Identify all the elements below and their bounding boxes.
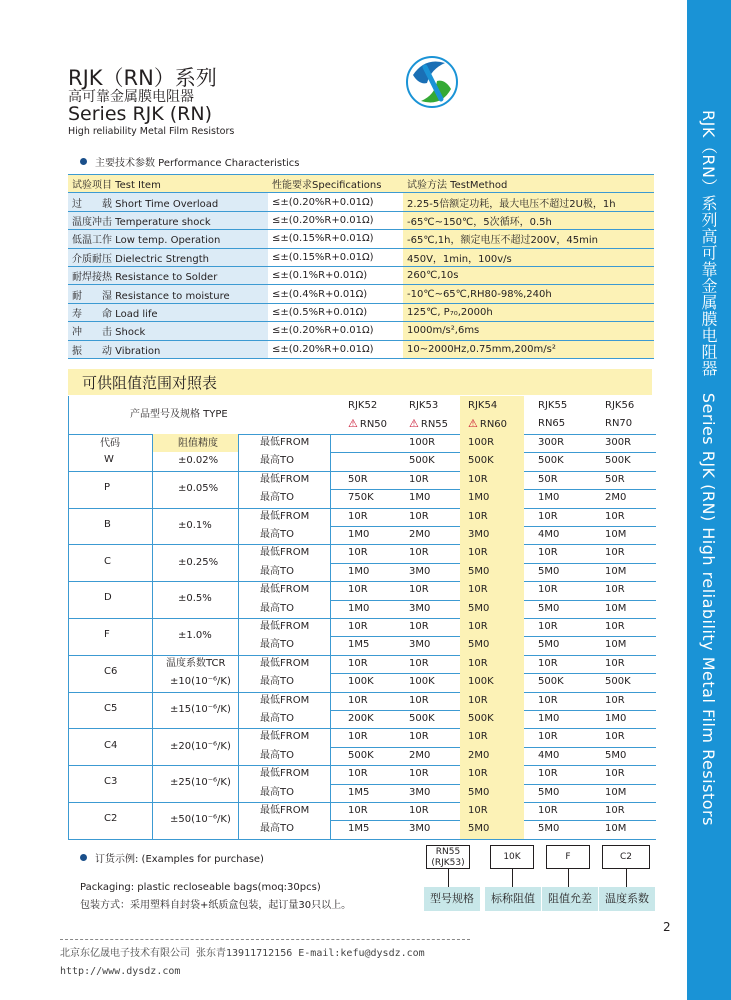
range-value: 10M bbox=[605, 823, 627, 835]
range-value: 10R bbox=[409, 694, 429, 706]
range-value: 10M bbox=[605, 565, 627, 577]
range-value: 10R bbox=[538, 805, 558, 816]
model-rn: RN50 bbox=[359, 419, 388, 430]
range-value: 50R bbox=[538, 473, 558, 485]
range-value: 5M0 bbox=[538, 786, 560, 798]
model-rn-cell bbox=[538, 415, 596, 433]
range-value: 10M bbox=[605, 602, 627, 614]
spec: ≤±(0.15%R+0.01Ω) bbox=[268, 230, 403, 248]
order-title: 订货示例: (Examples for purchase) bbox=[80, 850, 264, 865]
range-value: 5M0 bbox=[538, 565, 560, 577]
range-value: 2M0 bbox=[409, 749, 431, 761]
table-row bbox=[68, 303, 654, 321]
range-value: 5M0 bbox=[538, 823, 560, 835]
company-logo bbox=[405, 55, 459, 109]
range-value: 750K bbox=[348, 492, 374, 504]
table-row bbox=[68, 230, 654, 248]
method: 450V，1min，100v/s bbox=[403, 248, 654, 266]
spec: ≤±(0.5%R+0.01Ω) bbox=[268, 303, 403, 321]
range-value: 5M0 bbox=[468, 565, 490, 577]
model-rn-cell bbox=[468, 415, 526, 433]
arrow-line bbox=[512, 869, 513, 887]
range-title: 可供阻值范围对照表 bbox=[82, 374, 218, 392]
table-row bbox=[68, 211, 654, 229]
range-value: 10R bbox=[409, 547, 429, 559]
range-value: 3M0 bbox=[409, 639, 431, 651]
arrow-line bbox=[448, 869, 449, 887]
from-label: 最低FROM bbox=[260, 731, 310, 743]
range-value: 4M0 bbox=[538, 749, 560, 761]
from-label: 最低FROM bbox=[260, 510, 310, 522]
range-value: 10R bbox=[538, 621, 558, 632]
range-value: 1M5 bbox=[348, 639, 370, 651]
range-value: 10R bbox=[468, 694, 488, 706]
tcr-label: 温度系数TCR bbox=[166, 657, 226, 669]
to-label: 最高TO bbox=[260, 602, 294, 614]
from-label: 最低FROM bbox=[260, 657, 310, 669]
code-label: 代码 bbox=[100, 438, 120, 449]
range-value: 3M0 bbox=[409, 786, 431, 798]
range-value: 10R bbox=[605, 731, 625, 743]
range-value: 10R bbox=[605, 584, 625, 596]
range-tol: ±25(10⁻⁶/K) bbox=[170, 777, 231, 789]
range-value: 10R bbox=[605, 657, 625, 669]
range-code: C5 bbox=[104, 702, 118, 714]
col-divider bbox=[238, 434, 239, 840]
header-cell: 性能要求Specifications bbox=[268, 175, 403, 193]
bullet-icon bbox=[80, 158, 87, 165]
range-table bbox=[68, 396, 656, 840]
range-value: 2M0 bbox=[468, 749, 490, 761]
range-value: 200K bbox=[348, 713, 374, 724]
spec: ≤±(0.4%R+0.01Ω) bbox=[268, 285, 403, 303]
range-value: 500K bbox=[468, 455, 494, 467]
range-value: 10R bbox=[605, 805, 625, 816]
range-value: 500K bbox=[409, 713, 435, 724]
test-item: 冲 击 Shock bbox=[68, 322, 268, 340]
range-value: 10R bbox=[538, 657, 558, 669]
page-title-en: Series RJK (RN) bbox=[68, 103, 213, 125]
range-value: 4M0 bbox=[538, 529, 560, 540]
warning-icon: ⚠ bbox=[409, 417, 419, 430]
range-value: 3M0 bbox=[409, 565, 431, 577]
range-value: 10R bbox=[409, 805, 429, 816]
col-divider bbox=[152, 434, 153, 840]
range-value: 1M0 bbox=[468, 492, 490, 504]
range-value: 1M5 bbox=[348, 823, 370, 835]
tol-label: 阻值精度 bbox=[178, 438, 218, 449]
method: 2.25-5倍额定功耗，最大电压不超过2U极，1h bbox=[403, 193, 654, 211]
range-tol: ±10(10⁻⁶/K) bbox=[170, 676, 231, 688]
range-value: 3M0 bbox=[409, 823, 431, 835]
table-row bbox=[68, 193, 654, 211]
range-value: 50R bbox=[605, 473, 625, 485]
from-label: 最低FROM bbox=[260, 437, 310, 448]
spec: ≤±(0.20%R+0.01Ω) bbox=[268, 193, 403, 211]
range-value: 10R bbox=[348, 694, 368, 706]
range-value: 10R bbox=[348, 510, 368, 522]
range-tol: ±0.1% bbox=[178, 519, 212, 531]
range-value: 10R bbox=[605, 547, 625, 559]
header-cell: 试验方法 TestMethod bbox=[403, 175, 654, 193]
range-value: 3M0 bbox=[409, 602, 431, 614]
range-value: 2M0 bbox=[409, 529, 431, 540]
to-label: 最高TO bbox=[260, 565, 294, 577]
test-item: 过 载 Short Time Overload bbox=[68, 193, 268, 211]
range-value: 100R bbox=[409, 437, 436, 448]
range-value: 1M0 bbox=[409, 492, 431, 504]
packaging-zh: 包装方式：采用塑料自封袋+纸质盒包装，起订量30只以上。 bbox=[80, 900, 352, 911]
range-tol: ±20(10⁻⁶/K) bbox=[170, 740, 231, 752]
range-value: 10R bbox=[409, 768, 429, 780]
table-row bbox=[68, 340, 654, 358]
model-rjk: RJK52 bbox=[348, 400, 378, 411]
range-code: C2 bbox=[104, 813, 118, 825]
method: -10℃~65℃,RH80-98%,240h bbox=[403, 285, 654, 303]
model-rjk: RJK53 bbox=[409, 400, 439, 411]
range-tol: ±1.0% bbox=[178, 630, 212, 642]
packaging-en: Packaging: plastic recloseable bags(moq:30pcs) bbox=[80, 882, 321, 893]
model-rjk: RJK55 bbox=[538, 400, 568, 411]
range-value: 100R bbox=[468, 437, 495, 448]
method: 125℃, P₇₀,2000h bbox=[403, 303, 654, 321]
range-value: 10R bbox=[348, 547, 368, 559]
from-label: 最低FROM bbox=[260, 584, 310, 596]
range-value: 10M bbox=[605, 529, 627, 540]
order-model-rn: RN55 bbox=[435, 847, 461, 857]
range-code: F bbox=[104, 629, 110, 641]
range-code: B bbox=[104, 518, 111, 530]
range-value: 300R bbox=[605, 437, 632, 448]
range-value: 10R bbox=[468, 657, 488, 669]
range-value: 500K bbox=[538, 455, 564, 467]
table-row bbox=[68, 322, 654, 340]
range-value: 10R bbox=[348, 731, 368, 743]
header-cell: 试验项目 Test Item bbox=[68, 175, 268, 193]
label-model: 型号规格 bbox=[424, 887, 480, 911]
test-item: 介质耐压 Dielectric Strength bbox=[68, 248, 268, 266]
sidebar-title: RJK（RN）系列高可靠金属膜电阻器 Series RJK (RN) High reliability Metal Film Resistors bbox=[699, 110, 718, 826]
test-item: 耐 湿 Resistance to moisture bbox=[68, 285, 268, 303]
range-value: 10R bbox=[468, 621, 488, 632]
range-value: 5M0 bbox=[468, 602, 490, 614]
to-label: 最高TO bbox=[260, 713, 294, 724]
model-rn-cell bbox=[348, 415, 406, 433]
range-value: 5M0 bbox=[468, 823, 490, 835]
range-tol: ±0.02% bbox=[178, 455, 219, 467]
footer-url[interactable]: http://www.dysdz.com bbox=[60, 966, 181, 977]
order-box-model bbox=[426, 845, 470, 869]
label-tolerance: 阻值允差 bbox=[542, 887, 598, 911]
range-tol: ±0.5% bbox=[178, 593, 212, 605]
range-value: 1M0 bbox=[538, 492, 560, 504]
range-code: C4 bbox=[104, 739, 118, 751]
spec: ≤±(0.20%R+0.01Ω) bbox=[268, 340, 403, 358]
arrow-line bbox=[626, 869, 627, 887]
range-value: 1M0 bbox=[348, 529, 370, 540]
model-rn-cell bbox=[605, 415, 663, 433]
page-number: 2 bbox=[663, 920, 671, 934]
method: 1000m/s²,6ms bbox=[403, 322, 654, 340]
to-label: 最高TO bbox=[260, 786, 294, 798]
table-row bbox=[68, 266, 654, 284]
method: -65℃~150℃，5次循环，0.5h bbox=[403, 211, 654, 229]
performance-title: 主要技术参数 Performance Characteristics bbox=[80, 154, 300, 169]
range-value: 1M0 bbox=[348, 602, 370, 614]
spec: ≤±(0.20%R+0.01Ω) bbox=[268, 322, 403, 340]
range-value: 10R bbox=[468, 547, 488, 559]
range-value: 10R bbox=[348, 621, 368, 632]
to-label: 最高TO bbox=[260, 676, 294, 688]
page-subtitle-zh: 高可靠金属膜电阻器 bbox=[68, 89, 194, 105]
type-label: 产品型号及规格 TYPE bbox=[130, 409, 228, 420]
order-model-rjk: (RJK53) bbox=[431, 858, 465, 868]
range-value: 10R bbox=[409, 731, 429, 743]
range-value: 500K bbox=[538, 676, 564, 688]
range-value: 100K bbox=[468, 676, 494, 688]
method: 260℃,10s bbox=[403, 266, 654, 284]
range-value: 1M0 bbox=[538, 713, 560, 724]
range-value: 10R bbox=[409, 621, 429, 632]
model-rn: RN55 bbox=[420, 419, 449, 430]
range-value: 500K bbox=[348, 749, 374, 761]
model-rjk: RJK54 bbox=[468, 400, 498, 411]
range-value: 10R bbox=[348, 584, 368, 596]
range-value: 500K bbox=[605, 676, 631, 688]
to-label: 最高TO bbox=[260, 749, 294, 761]
warning-icon: ⚠ bbox=[468, 417, 478, 430]
range-value: 2M0 bbox=[605, 492, 627, 504]
warning-icon: ⚠ bbox=[348, 417, 358, 430]
range-value: 10R bbox=[538, 731, 558, 743]
range-value: 10R bbox=[605, 510, 625, 522]
range-value: 5M0 bbox=[605, 749, 627, 761]
range-value: 10R bbox=[348, 657, 368, 669]
arrow-line bbox=[568, 869, 569, 887]
test-item: 温度冲击 Temperature shock bbox=[68, 211, 268, 229]
from-label: 最低FROM bbox=[260, 805, 310, 816]
model-rn: RN65 bbox=[538, 418, 566, 429]
range-value: 10R bbox=[468, 584, 488, 596]
range-value: 10R bbox=[348, 768, 368, 780]
range-value: 1M0 bbox=[348, 565, 370, 577]
model-rn-cell bbox=[409, 415, 467, 433]
range-value: 10R bbox=[409, 473, 429, 485]
label-resistance: 标称阻值 bbox=[485, 887, 541, 911]
range-value: 500K bbox=[468, 713, 494, 724]
range-value: 10R bbox=[538, 768, 558, 780]
range-value: 10M bbox=[605, 639, 627, 651]
to-label: 最高TO bbox=[260, 529, 294, 540]
page-title-zh: RJK（RN）系列 bbox=[68, 66, 217, 90]
model-rn: RN70 bbox=[605, 418, 633, 429]
order-box-resistance: 10K bbox=[490, 845, 534, 869]
order-box-tcr: C2 bbox=[602, 845, 650, 869]
bullet-icon bbox=[80, 854, 87, 861]
from-label: 最低FROM bbox=[260, 547, 310, 559]
range-tol: ±0.25% bbox=[178, 556, 219, 568]
range-value: 10R bbox=[468, 473, 488, 485]
from-label: 最低FROM bbox=[260, 768, 310, 780]
range-value: 100K bbox=[348, 676, 374, 688]
range-value: 10R bbox=[348, 805, 368, 816]
method: -65℃,1h，额定电压不超过200V，45min bbox=[403, 230, 654, 248]
range-value: 300R bbox=[538, 437, 565, 448]
range-value: 50R bbox=[348, 473, 368, 485]
from-label: 最低FROM bbox=[260, 621, 310, 632]
table-row bbox=[68, 248, 654, 266]
table-row bbox=[68, 285, 654, 303]
range-code: P bbox=[104, 482, 111, 493]
range-value: 10R bbox=[468, 805, 488, 816]
range-value: 10R bbox=[538, 547, 558, 559]
range-code: D bbox=[104, 592, 112, 604]
range-value: 10R bbox=[605, 768, 625, 780]
order-box-tolerance: F bbox=[546, 845, 590, 869]
range-value: 10R bbox=[468, 510, 488, 522]
range-value: 10R bbox=[409, 657, 429, 669]
page-subtitle-en: High reliability Metal Film Resistors bbox=[68, 126, 235, 137]
from-label: 最低FROM bbox=[260, 473, 310, 485]
range-value: 5M0 bbox=[468, 639, 490, 651]
to-label: 最高TO bbox=[260, 492, 294, 504]
range-tol: ±50(10⁻⁶/K) bbox=[170, 814, 231, 826]
sidebar-band bbox=[687, 0, 731, 1000]
range-value: 10R bbox=[605, 621, 625, 632]
range-value: 10R bbox=[468, 731, 488, 743]
range-value: 5M0 bbox=[538, 639, 560, 651]
to-label: 最高TO bbox=[260, 639, 294, 651]
test-item: 耐焊接热 Resistance to Solder bbox=[68, 266, 268, 284]
footer-divider bbox=[60, 939, 470, 940]
range-value: 10M bbox=[605, 786, 627, 798]
range-code: C3 bbox=[104, 776, 118, 788]
range-value: 100K bbox=[409, 676, 435, 688]
range-value: 10R bbox=[538, 694, 558, 706]
range-value: 10R bbox=[468, 768, 488, 780]
range-value: 3M0 bbox=[468, 529, 490, 540]
range-value: 10R bbox=[605, 694, 625, 706]
table-header-row bbox=[68, 175, 654, 193]
performance-table bbox=[68, 174, 654, 359]
test-item: 寿 命 Load life bbox=[68, 303, 268, 321]
label-tcr: 温度系数 bbox=[599, 887, 655, 911]
footer-company: 北京东亿晟电子技术有限公司 张东青13911712156 E-mail:kefu@dysdz.com bbox=[60, 948, 425, 959]
range-value: 1M5 bbox=[348, 786, 370, 798]
test-item: 振 动 Vibration bbox=[68, 340, 268, 358]
range-code: C bbox=[104, 555, 111, 567]
model-rjk: RJK56 bbox=[605, 400, 635, 411]
range-value: 10R bbox=[409, 510, 429, 522]
range-value: 1M0 bbox=[605, 713, 627, 724]
range-tol: ±15(10⁻⁶/K) bbox=[170, 703, 231, 715]
range-value: 10R bbox=[538, 584, 558, 596]
test-item: 低温工作 Low temp. Operation bbox=[68, 230, 268, 248]
range-value: 10R bbox=[409, 584, 429, 596]
from-label: 最低FROM bbox=[260, 694, 310, 706]
range-value: 500K bbox=[605, 455, 631, 467]
range-tol: ±0.05% bbox=[178, 483, 219, 494]
method: 10~2000Hz,0.75mm,200m/s² bbox=[403, 340, 654, 358]
range-value: 5M0 bbox=[538, 602, 560, 614]
range-code: W bbox=[104, 454, 114, 466]
spec: ≤±(0.15%R+0.01Ω) bbox=[268, 248, 403, 266]
to-label: 最高TO bbox=[260, 823, 294, 835]
range-value: 5M0 bbox=[468, 786, 490, 798]
row-divider bbox=[68, 839, 656, 840]
range-value: 10R bbox=[538, 510, 558, 522]
range-value: 500K bbox=[409, 455, 435, 467]
model-rn: RN60 bbox=[479, 419, 508, 430]
to-label: 最高TO bbox=[260, 455, 294, 467]
spec: ≤±(0.1%R+0.01Ω) bbox=[268, 266, 403, 284]
range-code: C6 bbox=[104, 666, 118, 677]
spec: ≤±(0.20%R+0.01Ω) bbox=[268, 211, 403, 229]
